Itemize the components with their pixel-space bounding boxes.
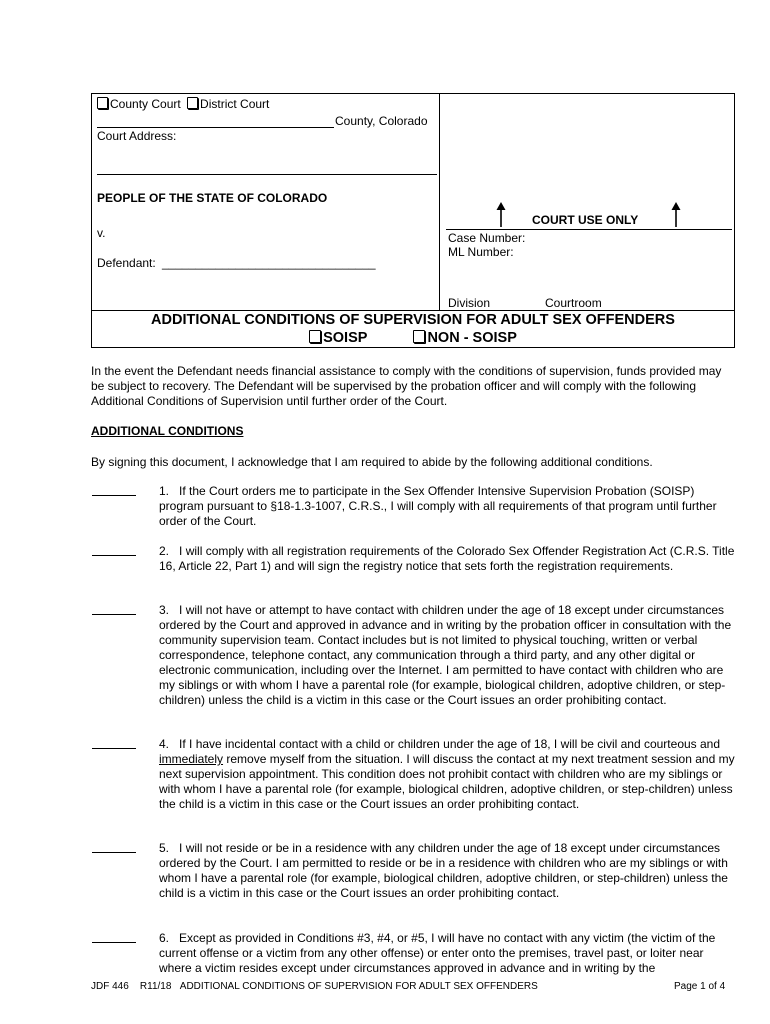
condition-item xyxy=(159,931,737,976)
condition-text: remove myself from the situation. I will discuss the contact at my next treatment session and my next supervision appointment. This condition does not prohibit contact with children who are my siblings or with whom I have a parental role (for example, biological children, adoptive children, or step-children) unless the child is a victim in this case or the Court issues an order prohibiting contact. xyxy=(159,752,735,811)
intro-paragraph: In the event the Defendant needs financial assistance to comply with the conditions of supervision, funds provided may be subject to recovery. The Defendant will be supervised by the probation officer and will comply with the following Additional Conditions of Supervision until further order of the Court. xyxy=(91,364,722,408)
condition-item xyxy=(159,737,737,812)
division-label: Division xyxy=(448,296,491,310)
district-court-label: District Court xyxy=(200,97,270,111)
footer-form-name: ADDITIONAL CONDITIONS OF SUPERVISION FOR ADULT SEX OFFENDERS xyxy=(179,981,538,992)
up-arrow-icon xyxy=(670,202,682,228)
condition-text: If I have incidental contact with a child or children under the age of 18, I will be civil and courteous and xyxy=(179,737,721,751)
ml-number-label: ML Number: xyxy=(448,245,514,259)
soisp-checkbox[interactable] xyxy=(309,330,321,343)
program-options xyxy=(91,330,735,346)
case-number-label: Case Number: xyxy=(448,231,526,245)
condition-initial-line[interactable] xyxy=(92,748,136,749)
county-court-checkbox[interactable] xyxy=(97,97,108,109)
court-type-line xyxy=(97,97,269,112)
form-title: ADDITIONAL CONDITIONS OF SUPERVISION FOR ADULT SEX OFFENDERS xyxy=(151,312,675,328)
defendant-label: Defendant: xyxy=(97,256,156,270)
condition-text: If the Court orders me to participate in the Sex Offender Intensive Supervision Probation (SOISP) program pursuant to §18-1.3-1007, C.R.S., I will comply with all requirements of that program until further order of the Court. xyxy=(159,484,717,528)
condition-initial-line[interactable] xyxy=(92,852,136,853)
condition-number: 1. xyxy=(159,484,170,498)
condition-item xyxy=(159,544,737,574)
non-soisp-checkbox[interactable] xyxy=(413,330,425,343)
defendant-blank[interactable]: ________________________________ xyxy=(162,256,376,270)
up-arrow-icon xyxy=(495,202,507,228)
district-court-checkbox[interactable] xyxy=(187,97,198,109)
condition-initial-line[interactable] xyxy=(92,555,136,556)
county-suffix: County, Colorado xyxy=(335,114,428,128)
condition-number: 5. xyxy=(159,841,170,855)
condition-text: I will comply with all registration requirements of the Colorado Sex Offender Registration Act (C.R.S. Title 16, Article 22, Part 1) and will sign the registry notice that sets forth the registration requirements. xyxy=(159,544,735,573)
form-revision: R11/18 xyxy=(139,981,172,992)
people-heading: PEOPLE OF THE STATE OF COLORADO xyxy=(97,191,328,205)
non-soisp-label: NON - SOISP xyxy=(427,330,517,346)
footer-form-id xyxy=(91,981,538,992)
acknowledgement: By signing this document, I acknowledge that I am required to abide by the following additional conditions. xyxy=(91,455,653,469)
condition-initial-line[interactable] xyxy=(92,614,136,615)
county-court-label: County Court xyxy=(110,97,181,111)
condition-number: 2. xyxy=(159,544,170,558)
county-blank-line[interactable] xyxy=(97,127,334,128)
condition-initial-line[interactable] xyxy=(92,495,136,496)
condition-number: 4. xyxy=(159,737,170,751)
condition-item xyxy=(159,603,737,708)
condition-text: I will not reside or be in a residence with any children under the age of 18 except under circumstances ordered by the Court. I am permitted to reside or be in a residence with children who are my siblings or with whom I have a parental role (for example, biological children, adoptive children, or step-children) unless the child is a victim in this case or the Court issues an order prohibiting contact. xyxy=(159,841,728,900)
caption-bottom-rule xyxy=(91,310,735,311)
form-id: JDF 446 xyxy=(91,981,129,992)
condition-item xyxy=(159,841,737,901)
court-address-rule xyxy=(97,174,437,175)
condition-initial-line[interactable] xyxy=(92,942,136,943)
caption-divider xyxy=(439,93,440,310)
soisp-label: SOISP xyxy=(323,330,368,346)
condition-emphasis: immediately xyxy=(159,752,224,766)
condition-item xyxy=(159,484,737,529)
condition-number: 3. xyxy=(159,603,170,617)
page-number: Page 1 of 4 xyxy=(674,981,726,992)
versus-label: v. xyxy=(97,226,106,240)
court-use-only-label: COURT USE ONLY xyxy=(532,213,639,227)
condition-text: Except as provided in Conditions #3, #4, or #5, I will have no contact with any victim (the victim of the current offense or a victim from any other offense) or enter onto the premises, travel past, or loiter near where a victim resides except under circumstances approved in advance and in writing by the xyxy=(159,931,716,975)
court-use-rule xyxy=(446,229,732,230)
section-heading: ADDITIONAL CONDITIONS xyxy=(91,424,244,438)
condition-text: I will not have or attempt to have contact with children under the age of 18 except under circumstances ordered by the Court and approved in advance and in writing by the probation officer in consultation with the community supervision team. Contact includes but is not limited to physical touching, written or verbal correspondence, telephone contact, any communication through a third party, and any other digital or electronic communication, including over the Internet. I am permitted to have contact with children who are my siblings or with whom I have a parental role (for example, biological children, adoptive children, or step-children) unless the child is a victim in this case or the Court issues an order prohibiting contact. xyxy=(159,603,732,707)
court-address-label: Court Address: xyxy=(97,129,177,143)
condition-number: 6. xyxy=(159,931,170,945)
courtroom-label: Courtroom xyxy=(545,296,602,310)
